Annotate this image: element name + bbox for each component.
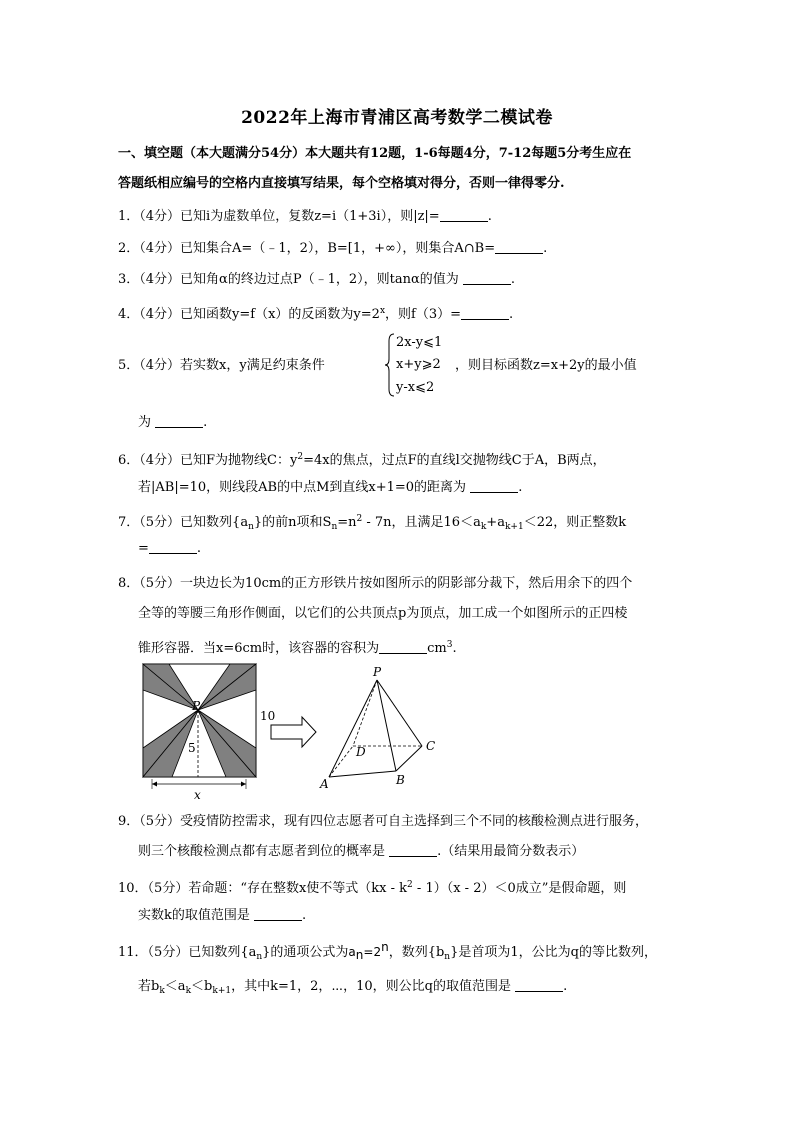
section-instructions-2: 答题纸相应编号的空格内直接填写结果，每个空格填对得分，否则一律得零分. [118,176,565,191]
q11-sub-n-2: n [444,952,451,962]
q7-text-4: - 7n，且满足16＜a [362,515,481,530]
q11-text-2: }的通项公式为 [262,945,349,960]
question-3 [118,271,515,289]
q6-text-2: =4x的焦点，过点F的直线l交抛物线C于A，B两点， [303,453,606,468]
q10-superscript: 2 [407,880,413,890]
q9-text-2: 则三个核酸检测点都有志愿者到位的概率是 [138,844,390,859]
q5-constraint-2: x+y⩾2 [396,357,441,372]
q7-end: . [196,541,202,556]
q10-end: . [302,908,307,923]
q5-brace-icon [384,333,396,397]
pyramid-label-b: B [396,773,405,787]
q7-text-6: ＜22，则正整数k [523,515,627,530]
q7-superscript: 2 [356,514,363,524]
q6-text-3: 若|AB|=10，则线段AB的中点M到直线x+1=0的距离为 [138,480,471,495]
q8-end: . [452,641,457,656]
q5-end: . [203,415,208,430]
question-2 [118,240,547,258]
question-5 [118,357,325,375]
q7-sub-k1: k+1 [504,522,524,532]
q11-an-sub: n [355,948,364,962]
q11-sub-n: n [256,952,263,962]
q6-text: 6．（4分）已知F为抛物线C：y [118,453,298,468]
q11-text-4: }是首项为1，公比为q的等比数列， [450,945,657,960]
q7-sub-n-2: n [331,522,338,532]
q1-end: . [487,209,492,224]
question-6 [118,448,606,470]
q6-superscript: 2 [297,452,304,462]
q5-text-3: 为 [138,415,156,430]
q10-answer-blank[interactable] [254,907,302,921]
q8-superscript: 3 [446,640,453,650]
q1-answer-blank[interactable] [440,208,488,222]
arrow-right-icon [271,717,316,747]
q9-answer-blank[interactable] [389,843,437,857]
pyramid-label-c: C [426,739,436,753]
q5-text-2: ，则目标函数z=x+2y的最小值 [455,358,637,373]
q4-text-2: ，则f（3）= [385,307,461,322]
q10-text-3: 实数k的取值范围是 [138,908,255,923]
q11-text-5: 若b [138,979,160,994]
q11-text: 11．（5分）已知数列{a [118,945,257,960]
q5-text: 5．（4分）若实数x，y满足约束条件 [118,358,325,373]
q2-end: . [543,241,548,256]
figure-label-p: P [192,699,201,713]
page-title: 2022年上海市青浦区高考数学二模试卷 [241,108,553,128]
question-8: 8．（5分）一块边长为10cm的正方形铁片按如图所示的阴影部分裁下，然后用余下的四个 [118,576,633,591]
q3-end: . [510,272,516,287]
figure-label-x: x [194,788,201,802]
pyramid-label-p: P [373,665,382,679]
q8-unit: cm [427,641,447,656]
q11-end: . [563,979,568,994]
q11-an-eq: =2 [363,945,382,959]
q7-answer-blank[interactable] [149,540,197,554]
figure-label-5: 5 [188,741,196,755]
q7-equals: = [138,541,149,556]
q4-end: . [509,307,514,322]
q9-line-2 [138,843,584,861]
q3-answer-blank[interactable] [463,271,511,285]
q4-text: 4．（4分）已知函数y=f（x）的反函数为y=2 [118,307,380,322]
q11-sub-k: k [159,986,165,996]
q6-end: . [518,480,523,495]
q8-answer-blank[interactable] [379,640,427,654]
q11-an-sup: n [381,940,389,954]
pyramid-label-a: A [320,777,329,791]
q5-constraint-3: y-x⩽2 [396,380,435,395]
figure-label-10: 10 [260,709,276,723]
q10-text: 10．（5分）若命题：“存在整数x使不等式（kx - k [118,881,408,896]
q8-text-3: 锥形容器．当x=6cm时，该容器的容积为 [138,641,380,656]
pyramid-label-d: D [356,745,366,759]
q11-sub-k-2: k [185,986,192,996]
q5-line-2 [138,414,207,432]
q7-line-2 [138,540,201,558]
question-10 [118,876,626,898]
q7-sub-k: k [480,522,487,532]
q7-text-3: =n [337,515,357,530]
q11-text-3: ，数列{b [388,945,445,960]
q4-answer-blank[interactable] [461,306,509,320]
q11-answer-blank[interactable] [515,978,563,992]
q10-line-2 [138,907,306,925]
question-1 [118,208,492,226]
q5-answer-blank[interactable] [155,414,203,428]
q8-line-3 [138,636,457,658]
q11-sub-k1: k+1 [212,986,232,996]
q11-an: a [348,945,356,959]
q6-answer-blank[interactable] [470,479,518,493]
section-instructions-1: 一、填空题（本大题满分54分）本大题共有12题，1-6每题4分，7-12每题5分考生应在 [118,146,632,161]
q2-text: 2．（4分）已知集合A=（﹣1，2），B=[1，+∞），则集合A∩B= [118,241,496,256]
q7-text: 7．（5分）已知数列{a [118,515,249,530]
q8-figure [130,660,460,802]
q7-text-2: }的前n项和S [253,515,332,530]
q4-superscript: x [379,306,386,316]
q9-end: .（结果用最简分数表示） [437,844,585,859]
q7-text-5: +a [486,515,505,530]
q8-line-2: 全等的等腰三角形作侧面，以它们的公共顶点p为顶点，加工成一个如图所示的正四棱 [138,606,628,621]
q1-text: 1．（4分）已知i为虚数单位，复数z=i（1+3i），则|z|= [118,209,440,224]
q11-line-2 [138,978,567,1000]
question-4 [118,302,513,324]
q7-sub-n: n [248,522,254,532]
question-9: 9．（5分）受疫情防控需求，现有四位志愿者可自主选择到三个不同的核酸检测点进行服务， [118,814,649,829]
q5-constraint-1: 2x-y⩽1 [396,335,443,350]
pyramid-figure [319,665,435,791]
question-11 [118,938,657,966]
q2-answer-blank[interactable] [495,240,543,254]
q3-text: 3．（4分）已知角α的终边过点P（﹣1，2），则tanα的值为 [118,272,463,287]
question-7 [118,510,626,536]
q11-text-7: ＜b [191,979,213,994]
q10-text-2: - 1）（x - 2）＜0成立”是假命题，则 [412,881,627,896]
square-sheet-figure [143,664,275,802]
q11-text-6: ＜a [164,979,186,994]
q11-text-8: ，其中k=1，2，⋯，10，则公比q的取值范围是 [231,979,516,994]
q6-line-2 [138,479,522,497]
